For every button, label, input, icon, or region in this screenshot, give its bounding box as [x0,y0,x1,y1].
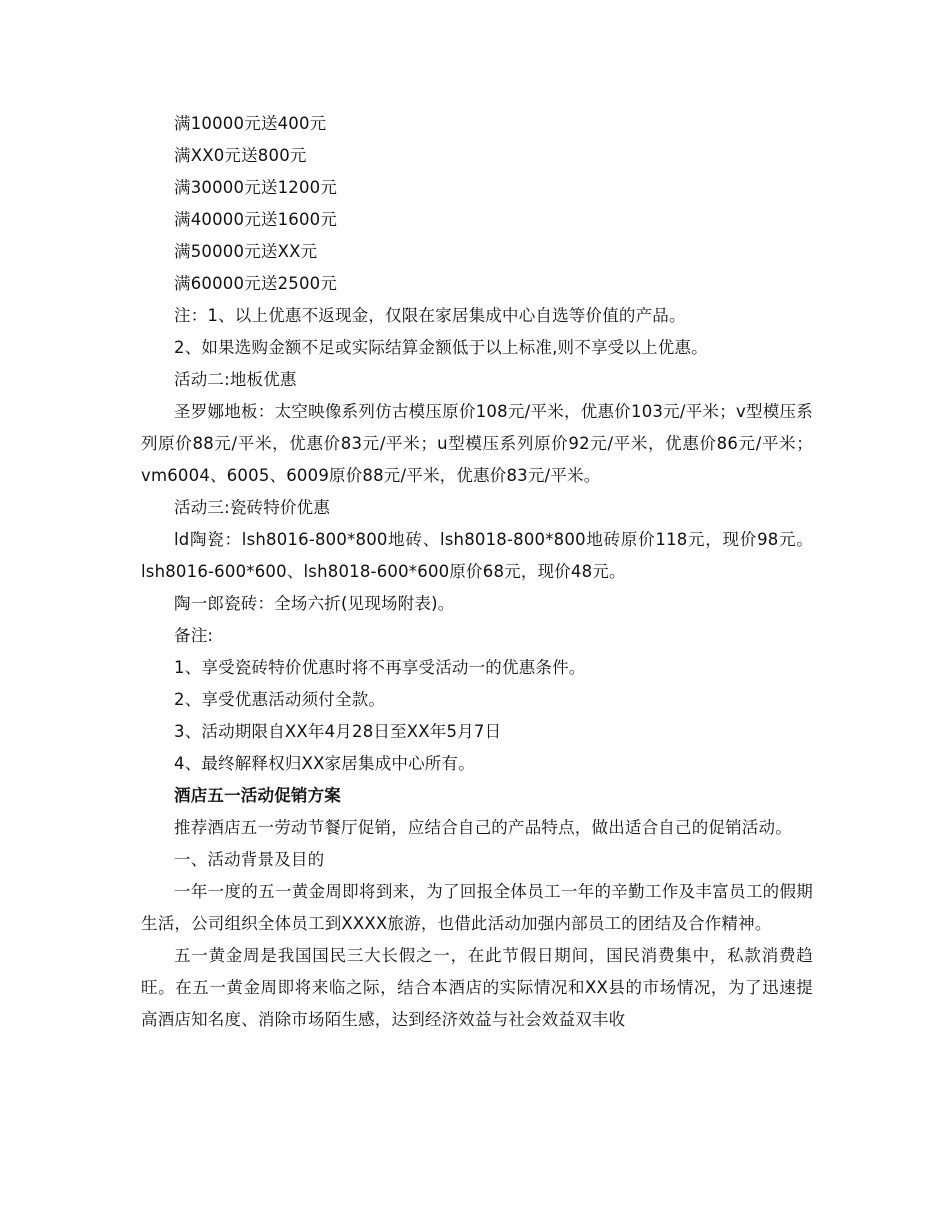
promo-item: 满40000元送1600元 [174,210,338,229]
hotel-para2: 五一黄金周是我国国民三大长假之一，在此节假日期间，国民消费集中，私款消费趋旺。在五一黄金周即将来临之际，结合本酒店的实际情况和XX县的市场情况，为了迅速提高酒店知名度、消除市场陌生感，达到经济效益与社会效益双丰收 [141,946,813,1029]
activity3-tao: 陶一郎瓷砖：全场六折(见现场附表)。 [174,594,455,613]
remark-item: 4、最终解释权归XX家居集成中心所有。 [174,754,475,773]
hotel-intro: 推荐酒店五一劳动节餐厅促销，应结合自己的产品特点，做出适合自己的促销活动。 [174,818,792,837]
activity3-title: 活动三:瓷砖特价优惠 [174,498,331,517]
hotel-para1: 一年一度的五一黄金周即将到来，为了回报全体员工一年的辛勤工作及丰富员工的假期生活，公司组织全体员工到XXXX旅游，也借此活动加强内部员工的团结及合作精神。 [141,882,813,933]
promo-item: 满10000元送400元 [174,114,327,133]
note-line: 注：1、以上优惠不返现金，仅限在家居集成中心自选等价值的产品。 [174,306,686,325]
hotel-heading: 酒店五一活动促销方案 [174,786,341,805]
promo-item: 满XX0元送800元 [174,146,307,165]
promo-item: 满50000元送XX元 [174,242,318,261]
activity2-body: 圣罗娜地板：太空映像系列仿古模压原价108元/平米，优惠价103元/平米；v型模压系列原价88元/平米，优惠价83元/平米；u型模压系列原价92元/平米，优惠价86元/平米；vm6004、6005、6009原价88元/平米，优惠价83元/平米。 [141,402,813,485]
activity2-title: 活动二:地板优惠 [174,370,297,389]
remark-item: 2、享受优惠活动须付全款。 [174,690,386,709]
remarks-title: 备注: [174,626,214,645]
activity3-body: ld陶瓷：lsh8016-800*800地砖、lsh8018-800*800地砖原价118元，现价98元。lsh8016-600*600、lsh8018-600*600原价68元，现价48元。 [141,530,813,581]
promo-item: 满30000元送1200元 [174,178,338,197]
remark-item: 3、活动期限自XX年4月28日至XX年5月7日 [174,722,502,741]
note-line: 2、如果选购金额不足或实际结算金额低于以上标准,则不享受以上优惠。 [174,338,708,357]
document-body [141,108,813,1036]
promo-item: 满60000元送2500元 [174,274,338,293]
section1-title: 一、活动背景及目的 [174,850,325,869]
remark-item: 1、享受瓷砖特价优惠时将不再享受活动一的优惠条件。 [174,658,586,677]
